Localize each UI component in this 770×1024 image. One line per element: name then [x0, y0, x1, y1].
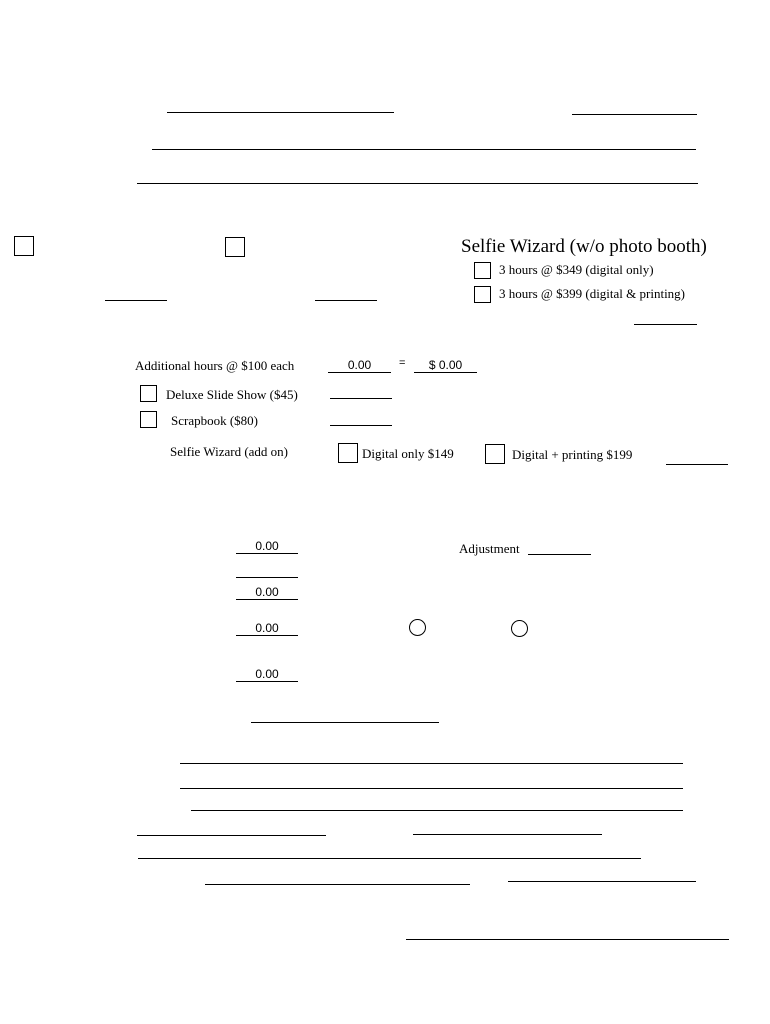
package-checkbox-2[interactable] [225, 237, 245, 257]
selfie-option-2-checkbox[interactable] [474, 286, 491, 303]
selfie-wizard-amount-field[interactable] [634, 324, 697, 325]
signature-line-1[interactable] [251, 722, 439, 723]
bottom-line-left[interactable] [205, 884, 470, 885]
adjustment-label: Adjustment [459, 541, 520, 556]
contact-line-full[interactable] [138, 858, 641, 859]
additional-hours-label: Additional hours @ $100 each [135, 358, 295, 373]
bottom-line-right[interactable] [508, 881, 696, 882]
contact-line-left[interactable] [137, 835, 326, 836]
final-signature-line[interactable] [406, 939, 729, 940]
address-line-1[interactable] [180, 763, 683, 764]
slide-show-amount-field[interactable] [330, 398, 392, 399]
header-line-2[interactable] [152, 149, 696, 150]
total-field-3[interactable]: 0.00 [236, 620, 298, 636]
address-line-3[interactable] [191, 810, 683, 811]
header-line-3[interactable] [137, 183, 698, 184]
slide-show-label: Deluxe Slide Show ($45) [166, 387, 298, 402]
digital-only-checkbox[interactable] [338, 443, 358, 463]
total-field-2[interactable]: 0.00 [236, 584, 298, 600]
package-checkbox-1[interactable] [14, 236, 34, 256]
scrapbook-label: Scrapbook ($80) [171, 413, 259, 428]
payment-radio-2[interactable] [511, 620, 528, 637]
selfie-addon-label: Selfie Wizard (add on) [170, 444, 288, 459]
contact-line-right[interactable] [413, 834, 602, 835]
scrapbook-amount-field[interactable] [330, 425, 392, 426]
total-field-1[interactable]: 0.00 [236, 538, 298, 554]
slide-show-checkbox[interactable] [140, 385, 157, 402]
selfie-addon-amount-field[interactable] [666, 464, 728, 465]
additional-hours-field[interactable]: 0.00 [328, 357, 391, 373]
scrapbook-checkbox[interactable] [140, 411, 157, 428]
selfie-option-1-checkbox[interactable] [474, 262, 491, 279]
selfie-wizard-heading: Selfie Wizard (w/o photo booth) [461, 236, 707, 257]
equals-sign: = [399, 357, 406, 369]
additional-hours-total-field[interactable]: $ 0.00 [414, 357, 477, 373]
package-field-2[interactable] [315, 300, 377, 301]
digital-printing-checkbox[interactable] [485, 444, 505, 464]
selfie-option-2-label: 3 hours @ $399 (digital & printing) [499, 286, 686, 301]
digital-printing-label: Digital + printing $199 [512, 447, 633, 462]
total-field-4[interactable]: 0.00 [236, 666, 298, 682]
adjustment-field[interactable] [528, 554, 591, 555]
header-line-left[interactable] [167, 112, 394, 113]
header-line-right[interactable] [572, 114, 697, 115]
total-field-blank[interactable] [236, 577, 298, 578]
payment-radio-1[interactable] [409, 619, 426, 636]
digital-only-label: Digital only $149 [362, 446, 454, 461]
selfie-option-1-label: 3 hours @ $349 (digital only) [499, 262, 654, 277]
package-field-1[interactable] [105, 300, 167, 301]
address-line-2[interactable] [180, 788, 683, 789]
